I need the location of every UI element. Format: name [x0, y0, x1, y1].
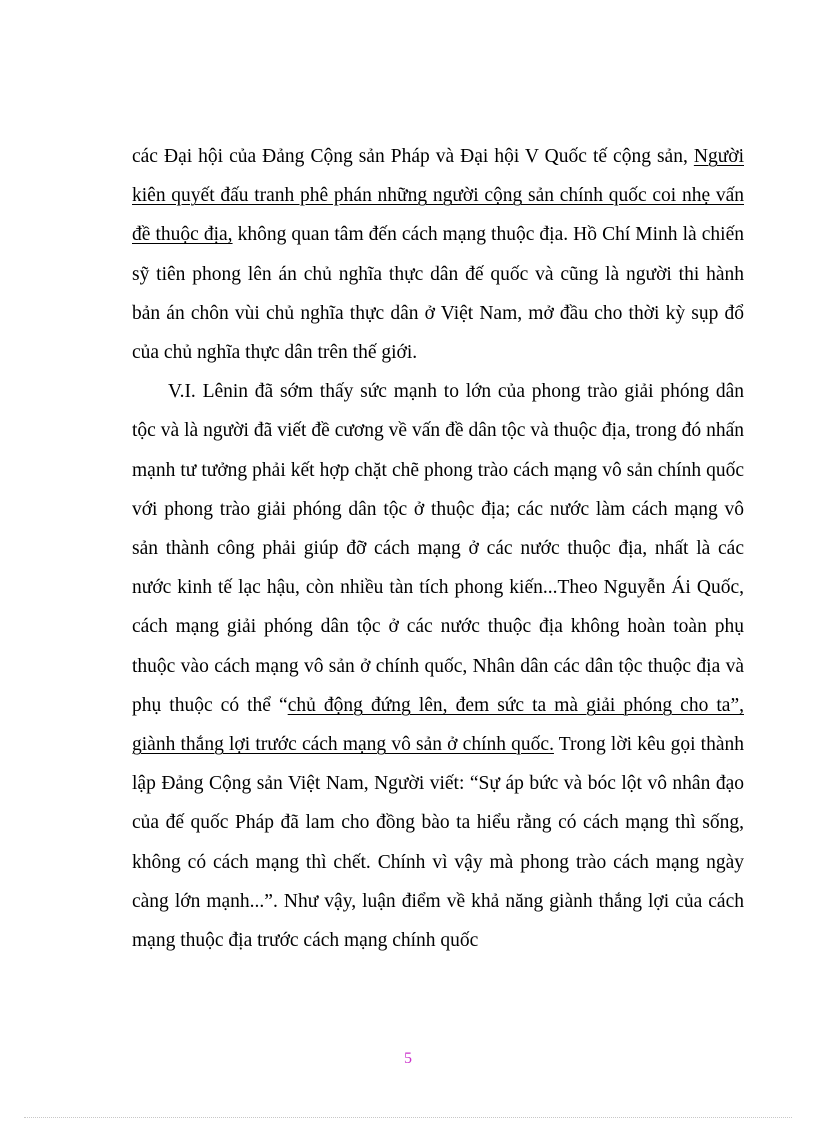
paragraph-2-underlined-text: chủ động đứng lên, đem sức ta mà giải phóng cho ta”, giành thắng lợi trước cách mạng vô sản ở chính quốc. [132, 694, 744, 756]
paragraph-1-text-start: các Đại hội của Đảng Cộng sản Pháp và Đại hội V Quốc tế cộng sản, [132, 146, 694, 167]
paragraph-2 [132, 372, 744, 960]
paragraph-1-underlined-text: Người kiên quyết đấu tranh phê phán những người cộng sản chính quốc coi nhẹ vấn đề thuộc địa, [132, 146, 744, 246]
page-number: 5 [404, 1050, 412, 1067]
body-text [132, 137, 744, 960]
paragraph-2-text-start: V.I. Lênin đã sớm thấy sức mạnh to lớn của phong trào giải phóng dân tộc và là người đã viết đề cương về vấn đề dân tộc và thuộc địa, trong đó nhấn mạnh tư tưởng phải kết hợp chặt chẽ phong trào cách mạng vô sản chính quốc với phong trào giải phóng dân tộc ở thuộc địa; các nước làm cách mạng vô sản thành công phải giúp đỡ cách mạng ở các nước thuộc địa, nhất là các nước kinh tế lạc hậu, còn nhiều tàn tích phong kiến...Theo Nguyễn Ái Quốc, cách mạng giải phóng dân tộc ở các nước thuộc địa không hoàn toàn phụ thuộc vào cách mạng vô sản ở chính quốc, Nhân dân các dân tộc thuộc địa và phụ thuộc có thể “ [132, 381, 744, 716]
paragraph-2-text-end: Trong lời kêu gọi thành lập Đảng Cộng sản Việt Nam, Người viết: “Sự áp bức và bóc lột vô nhân đạo của đế quốc Pháp đã lam cho đồng bào ta hiểu rằng có cách mạng thì sống, không có cách mạng thì chết. Chính vì vậy mà phong trào cách mạng ngày càng lớn mạnh...”. Như vậy, luận điểm về khả năng giành thắng lợi của cách mạng thuộc địa trước cách mạng chính quốc [132, 734, 744, 952]
paragraph-1-text-end: không quan tâm đến cách mạng thuộc địa. Hồ Chí Minh là chiến sỹ tiên phong lên án chủ nghĩa thực dân đế quốc và cũng là người thi hành bản án chôn vùi chủ nghĩa thực dân ở Việt Nam, mở đầu cho thời kỳ sụp đổ của chủ nghĩa thực dân trên thế giới. [132, 224, 744, 364]
paragraph-1 [132, 137, 744, 372]
page-bottom-divider [24, 1117, 792, 1118]
